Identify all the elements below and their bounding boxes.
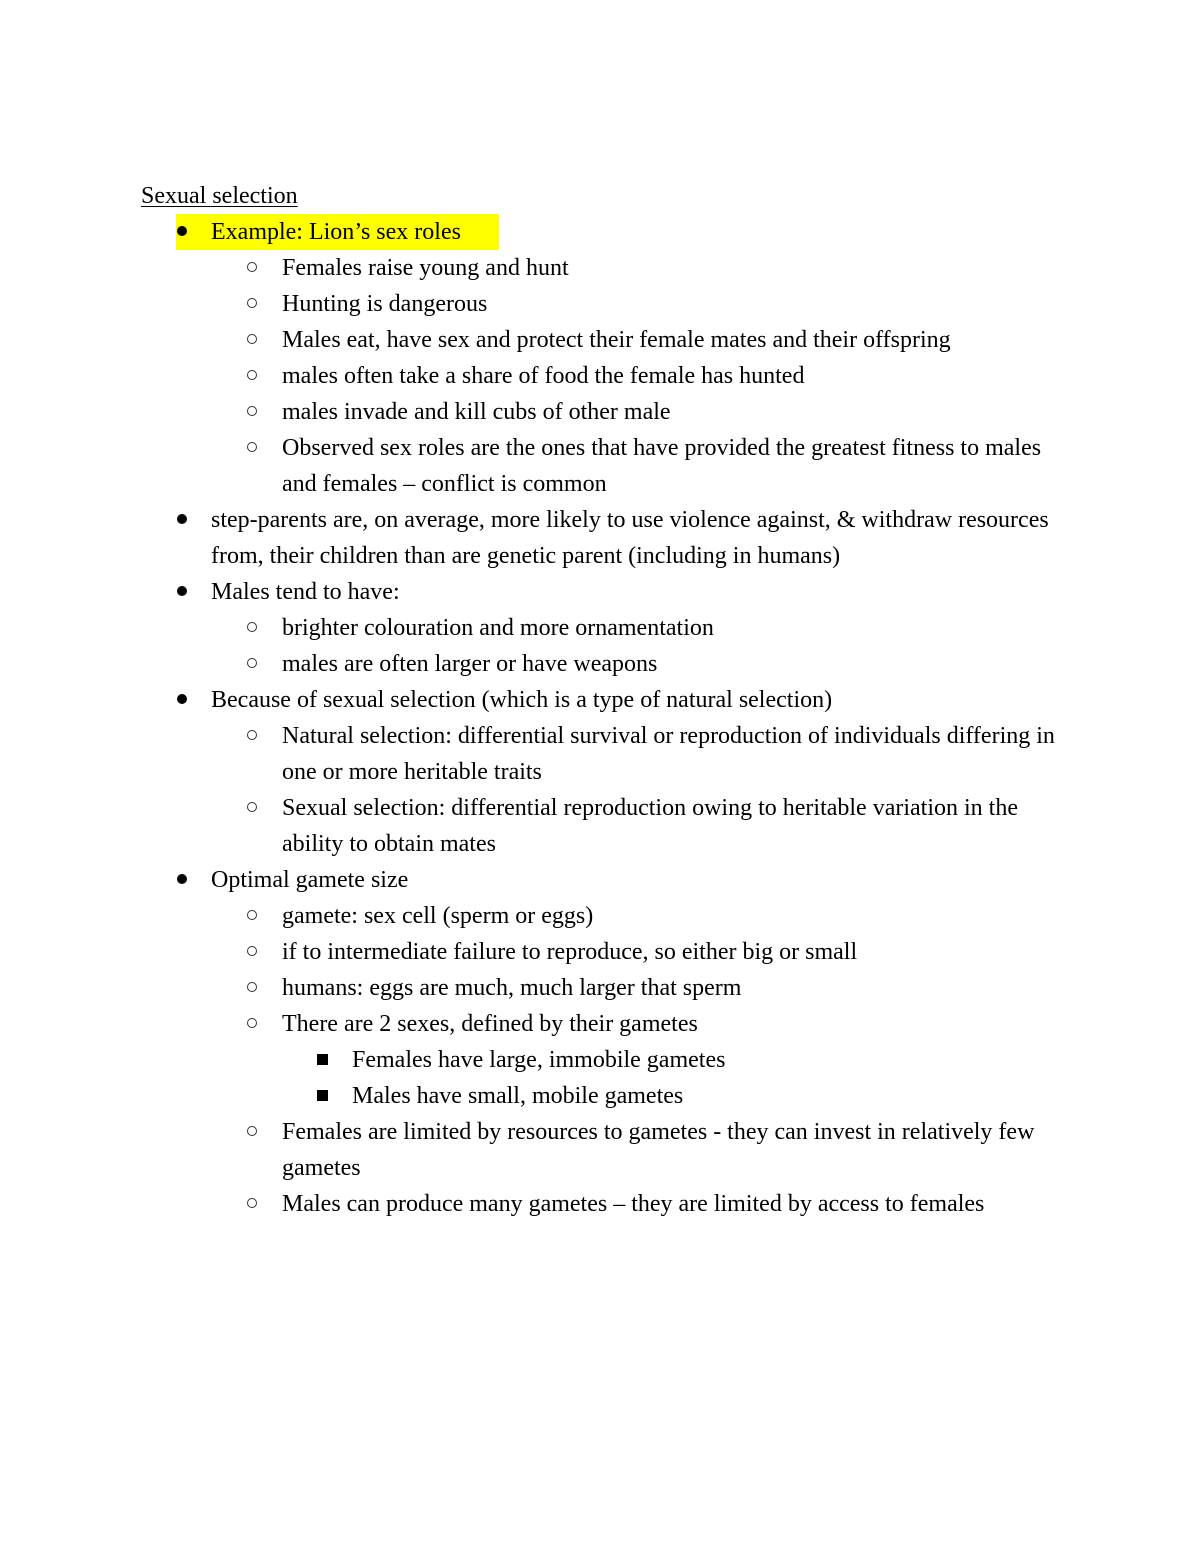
bullet-disc-icon <box>177 502 187 538</box>
bullet-square-icon <box>317 1078 328 1114</box>
bullet-disc-icon <box>177 214 187 250</box>
bullet-text: Males tend to have: <box>211 579 400 605</box>
sub-sub-bullet-text: Males have small, mobile gametes <box>352 1083 684 1109</box>
bullet-circle-icon <box>247 250 257 286</box>
sub-bullet-item <box>141 1186 1071 1222</box>
sub-bullet-item <box>141 358 1071 394</box>
bullet-circle-icon <box>247 898 257 934</box>
bullet-circle-icon <box>247 970 257 1006</box>
sub-bullet-text: There are 2 sexes, defined by their gametes <box>282 1011 698 1037</box>
sub-bullet-text: brighter colouration and more ornamentation <box>282 615 714 641</box>
bullet-circle-icon <box>247 286 257 322</box>
bullet-circle-icon <box>247 610 257 646</box>
bullet-item <box>141 502 1071 574</box>
sub-bullet-item <box>141 322 1071 358</box>
sub-bullet-text: Hunting is dangerous <box>282 291 488 317</box>
sub-bullet-text: males are often larger or have weapons <box>282 651 658 677</box>
sub-bullet-text: Observed sex roles are the ones that have provided the greatest fitness to males and females – conflict is common <box>282 435 1042 497</box>
sub-bullet-text: Males can produce many gametes – they are limited by access to females <box>282 1191 985 1217</box>
bullet-circle-icon <box>247 322 257 358</box>
sub-bullet-item <box>141 970 1071 1006</box>
bullet-disc-icon <box>177 862 187 898</box>
sub-bullet-text: males invade and kill cubs of other male <box>282 399 671 425</box>
bullet-square-icon <box>317 1042 328 1078</box>
bullet-item <box>141 214 1071 250</box>
sub-sub-bullet-item <box>141 1042 1071 1078</box>
bullet-item <box>141 574 1071 610</box>
sub-bullet-item <box>141 286 1071 322</box>
bullet-circle-icon <box>247 1006 257 1042</box>
sub-bullet-item <box>141 790 1071 862</box>
bullet-circle-icon <box>247 358 257 394</box>
bullet-list <box>141 214 1071 1222</box>
sub-bullet-text: Males eat, have sex and protect their female mates and their offspring <box>282 327 951 353</box>
sub-bullet-text: Natural selection: differential survival or reproduction of individuals differing in one or more heritable traits <box>282 723 1055 785</box>
document-content <box>141 178 1071 1222</box>
bullet-circle-icon <box>247 430 257 466</box>
bullet-text: Because of sexual selection (which is a type of natural selection) <box>211 687 833 713</box>
bullet-text: Optimal gamete size <box>211 867 409 893</box>
document-title: Sexual selection <box>141 183 298 209</box>
bullet-circle-icon <box>247 934 257 970</box>
sub-bullet-text: Females raise young and hunt <box>282 255 569 281</box>
bullet-disc-icon <box>177 682 187 718</box>
sub-bullet-item <box>141 394 1071 430</box>
sub-sub-bullet-text: Females have large, immobile gametes <box>352 1047 726 1073</box>
sub-bullet-text: humans: eggs are much, much larger that sperm <box>282 975 742 1001</box>
sub-bullet-item <box>141 646 1071 682</box>
sub-bullet-text: gamete: sex cell (sperm or eggs) <box>282 903 594 929</box>
sub-bullet-text: Sexual selection: differential reproduction owing to heritable variation in the ability to obtain mates <box>282 795 1018 857</box>
sub-bullet-item <box>141 610 1071 646</box>
bullet-circle-icon <box>247 646 257 682</box>
sub-bullet-text: males often take a share of food the female has hunted <box>282 363 805 389</box>
bullet-text: step-parents are, on average, more likely to use violence against, & withdraw resources from, their children than are genetic parent (including in humans) <box>211 507 1049 569</box>
sub-bullet-item <box>141 898 1071 934</box>
bullet-circle-icon <box>247 1114 257 1150</box>
sub-bullet-item <box>141 934 1071 970</box>
sub-sub-bullet-item <box>141 1078 1071 1114</box>
sub-bullet-item <box>141 1114 1071 1186</box>
bullet-circle-icon <box>247 394 257 430</box>
sub-bullet-item <box>141 250 1071 286</box>
sub-bullet-item <box>141 430 1071 502</box>
sub-bullet-item <box>141 1006 1071 1042</box>
bullet-circle-icon <box>247 1186 257 1222</box>
bullet-item <box>141 682 1071 718</box>
bullet-disc-icon <box>177 574 187 610</box>
bullet-item <box>141 862 1071 898</box>
sub-bullet-text: if to intermediate failure to reproduce, so either big or small <box>282 939 858 965</box>
bullet-text: Example: Lion’s sex roles <box>211 219 461 245</box>
bullet-circle-icon <box>247 718 257 754</box>
sub-bullet-text: Females are limited by resources to gametes - they can invest in relatively few gametes <box>282 1119 1035 1181</box>
sub-bullet-item <box>141 718 1071 790</box>
bullet-circle-icon <box>247 790 257 826</box>
